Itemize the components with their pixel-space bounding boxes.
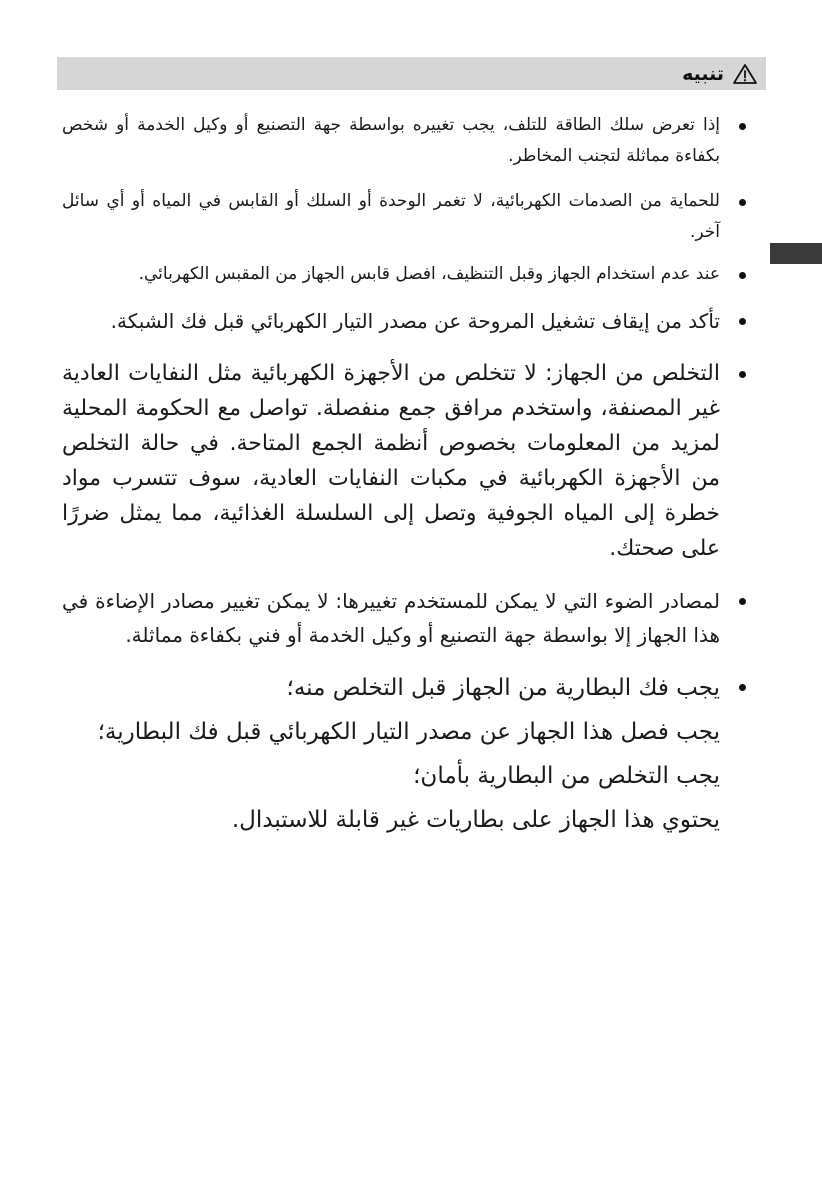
list-item-battery: [62, 666, 742, 842]
list-item: [62, 110, 742, 172]
header-title: تنبيه: [682, 62, 724, 85]
bullet-icon: [739, 123, 746, 130]
warning-list: [62, 110, 742, 842]
warning-triangle-icon: [732, 63, 758, 85]
bullet-icon: [739, 318, 746, 325]
item-text: لمصادر الضوء التي لا يمكن للمستخدم تغييرها: لا يمكن تغيير مصادر الإضاءة في هذا الجهاز إلا بواسطة جهة التصنيع أو وكيل الخدمة أو فني بكفاءة مماثلة.: [62, 589, 720, 647]
list-item: [62, 304, 742, 338]
list-item: [62, 186, 742, 248]
item-text: إذا تعرض سلك الطاقة للتلف، يجب تغييره بواسطة جهة التصنيع أو وكيل الخدمة أو شخص بكفاءة مماثلة لتجنب المخاطر.: [62, 115, 720, 166]
item-text: للحماية من الصدمات الكهربائية، لا تغمر الوحدة أو السلك أو القابس في المياه أو أي سائل آخر.: [62, 191, 720, 242]
bullet-icon: [739, 199, 746, 206]
battery-line: يجب فك البطارية من الجهاز قبل التخلص منه؛: [286, 675, 720, 701]
item-text: التخلص من الجهاز: لا تتخلص من الأجهزة الكهربائية مثل النفايات العادية غير المصنفة، واستخدم مرافق جمع منفصلة. تواصل مع الحكومة المحلية لمزيد من المعلومات بخصوص أنظمة الجمع المتاحة. في حالة التخلص من الأجهزة الكهربائية في مكبات النفايات العادية، سوف تتسرب مواد خطرة إلى المياه الجوفية وتصل إلى السلسلة الغذائية، مما يمثل ضررًا على صحتك.: [62, 361, 720, 561]
list-item: [62, 356, 742, 566]
battery-line: يجب التخلص من البطارية بأمان؛: [413, 763, 720, 789]
section-tab-marker: [770, 243, 822, 264]
item-text: تأكد من إيقاف تشغيل المروحة عن مصدر التيار الكهربائي قبل فك الشبكة.: [110, 309, 720, 333]
bullet-icon: [739, 684, 746, 691]
list-item: [62, 584, 742, 652]
bullet-icon: [739, 598, 746, 605]
battery-line: يجب فصل هذا الجهاز عن مصدر التيار الكهربائي قبل فك البطارية؛: [97, 719, 720, 745]
bullet-icon: [739, 272, 746, 279]
list-item: [62, 259, 742, 290]
item-text: عند عدم استخدام الجهاز وقبل التنظيف، افصل قابس الجهاز من المقبس الكهربائي.: [138, 264, 720, 284]
warning-header: [57, 57, 766, 90]
battery-line: يحتوي هذا الجهاز على بطاريات غير قابلة للاستبدال.: [231, 807, 720, 833]
bullet-icon: [739, 371, 746, 378]
